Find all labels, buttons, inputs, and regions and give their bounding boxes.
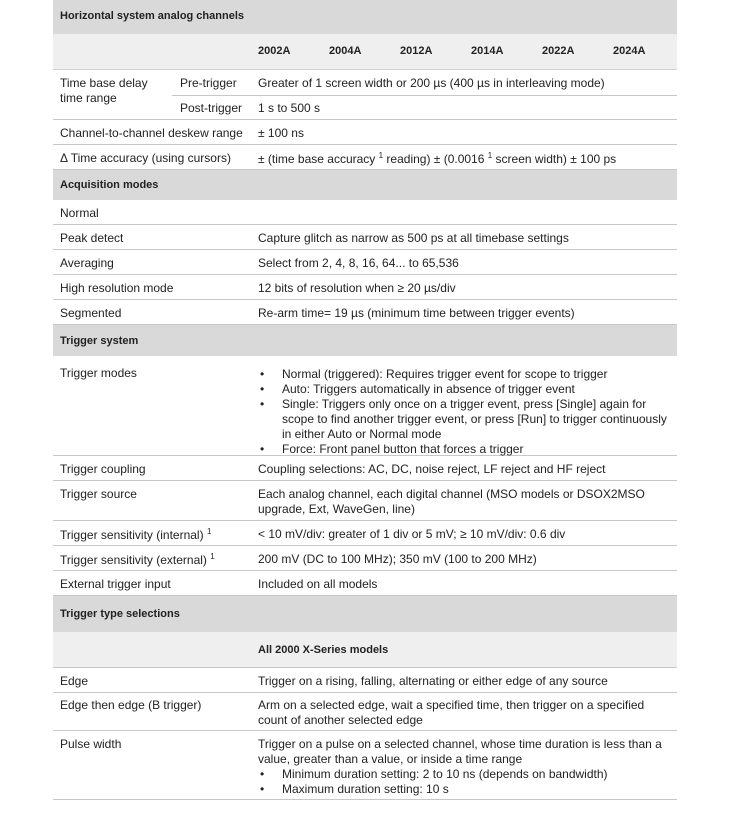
spec-table — [53, 0, 677, 800]
pre-trigger-subrow — [172, 70, 677, 96]
edge-then-edge-label: Edge then edge (B trigger) — [60, 698, 202, 712]
models-header-row — [53, 34, 677, 70]
list-item: • Force: Front panel button that forces a trigger — [258, 442, 673, 457]
pulse-width-value: Trigger on a pulse on a selected channel, whose time duration is less than a value, greater than a value, or inside a time range — [258, 737, 662, 766]
pulse-width-list — [258, 767, 673, 797]
acq-value: 12 bits of resolution when ≥ 20 µs/div — [258, 281, 456, 295]
edge-then-edge-value: Arm on a selected edge, wait a specified time, then trigger on a specified count of another selected edge — [258, 698, 645, 727]
edge-then-edge-row — [53, 693, 677, 731]
sens-internal-value: < 10 mV/div: greater of 1 div or 5 mV; ≥ 10 mV/div: 0.6 div — [258, 527, 566, 541]
time-accuracy-value: ± (time base accuracy $^1$ reading) ± (0.0016 $^1$ screen width) ± 100 ps — [258, 151, 617, 166]
sens-external-value: 200 mV (DC to 100 MHz); 350 mV (100 to 200 MHz) — [258, 552, 537, 566]
all-models-label: All 2000 X-Series models — [258, 644, 389, 656]
acq-label: Peak detect — [60, 231, 124, 245]
post-trigger-label: Post-trigger — [180, 101, 243, 115]
post-trigger-value: 1 s to 500 s — [258, 101, 321, 115]
section-header-acquisition — [53, 170, 677, 200]
acq-value: Re-arm time= 19 µs (minimum time between trigger events) — [258, 306, 575, 320]
trigger-coupling-label: Trigger coupling — [60, 462, 146, 476]
section-title: Acquisition modes — [60, 179, 159, 191]
list-item: • Minimum duration setting: 2 to 10 ns (depends on bandwidth) — [258, 767, 673, 782]
edge-label: Edge — [60, 674, 89, 688]
model-label: 2012A — [400, 45, 433, 57]
section-title: Trigger type selections — [60, 608, 180, 620]
time-base-label: Time base delay time range — [60, 76, 148, 105]
section-title: Horizontal system analog channels — [60, 10, 244, 22]
pulse-width-row — [53, 731, 677, 800]
acq-row-normal — [53, 200, 677, 225]
trigger-source-value: Each analog channel, each digital channel (MSO models or DSOX2MSO upgrade, Ext, WaveGen, line) — [258, 487, 645, 516]
external-input-value: Included on all models — [258, 577, 378, 591]
sens-internal-row — [53, 521, 677, 546]
acq-value: Select from 2, 4, 8, 16, 64... to 65,536 — [258, 256, 459, 270]
trigger-coupling-value: Coupling selections: AC, DC, noise reject, LF reject and HF reject — [258, 462, 606, 476]
trigger-modes-row — [53, 356, 677, 456]
model-label: 2004A — [329, 45, 362, 57]
pre-trigger-value: Greater of 1 screen width or 200 µs (400 µs in interleaving mode) — [258, 76, 605, 90]
section-header-trigger-type — [53, 596, 677, 632]
section-title: Trigger system — [60, 335, 139, 347]
sens-external-label: Trigger sensitivity (external) $^1$ — [60, 552, 215, 567]
model-label: 2022A — [542, 45, 575, 57]
acq-row-peak-detect — [53, 225, 677, 250]
all-models-row — [53, 632, 677, 668]
acq-label: High resolution mode — [60, 281, 174, 295]
list-item: • Maximum duration setting: 10 s — [258, 782, 673, 797]
list-item: • Auto: Triggers automatically in absence of trigger event — [258, 382, 673, 397]
edge-value: Trigger on a rising, falling, alternating or either edge of any source — [258, 674, 608, 688]
sens-internal-label: Trigger sensitivity (internal) $^1$ — [60, 527, 212, 542]
list-item: • Single: Triggers only once on a trigger event, press [Single] again for scope to find another trigger event, or press [Run] to trigger continuously in either Auto or Normal mode — [258, 397, 673, 442]
pre-trigger-label: Pre-trigger — [180, 76, 237, 90]
time-accuracy-label: Δ Time accuracy (using cursors) — [60, 151, 231, 165]
time-accuracy-row — [53, 145, 677, 170]
section-header-horizontal — [53, 0, 677, 34]
acq-label: Normal — [60, 206, 99, 220]
trigger-source-label: Trigger source — [60, 487, 137, 501]
trigger-modes-label: Trigger modes — [60, 366, 137, 380]
deskew-value: ± 100 ns — [258, 126, 304, 140]
acq-label: Segmented — [60, 306, 122, 320]
model-label: 2014A — [471, 45, 504, 57]
trigger-coupling-row — [53, 456, 677, 481]
external-input-label: External trigger input — [60, 577, 171, 591]
trigger-source-row — [53, 481, 677, 521]
model-label: 2024A — [613, 45, 646, 57]
sens-external-row — [53, 546, 677, 571]
acq-value: Capture glitch as narrow as 500 ps at all timebase settings — [258, 231, 569, 245]
acq-row-averaging — [53, 250, 677, 275]
time-base-row — [53, 70, 677, 120]
acq-row-high-res — [53, 275, 677, 300]
deskew-row — [53, 120, 677, 145]
model-label: 2002A — [258, 45, 291, 57]
edge-row — [53, 668, 677, 693]
section-header-trigger — [53, 325, 677, 356]
list-item: • Normal (triggered): Requires trigger event for scope to trigger — [258, 367, 673, 382]
external-input-row — [53, 571, 677, 596]
trigger-modes-list — [258, 367, 673, 457]
deskew-label: Channel-to-channel deskew range — [60, 126, 243, 140]
acq-label: Averaging — [60, 256, 114, 270]
acq-row-segmented — [53, 300, 677, 325]
pulse-width-label: Pulse width — [60, 737, 122, 751]
